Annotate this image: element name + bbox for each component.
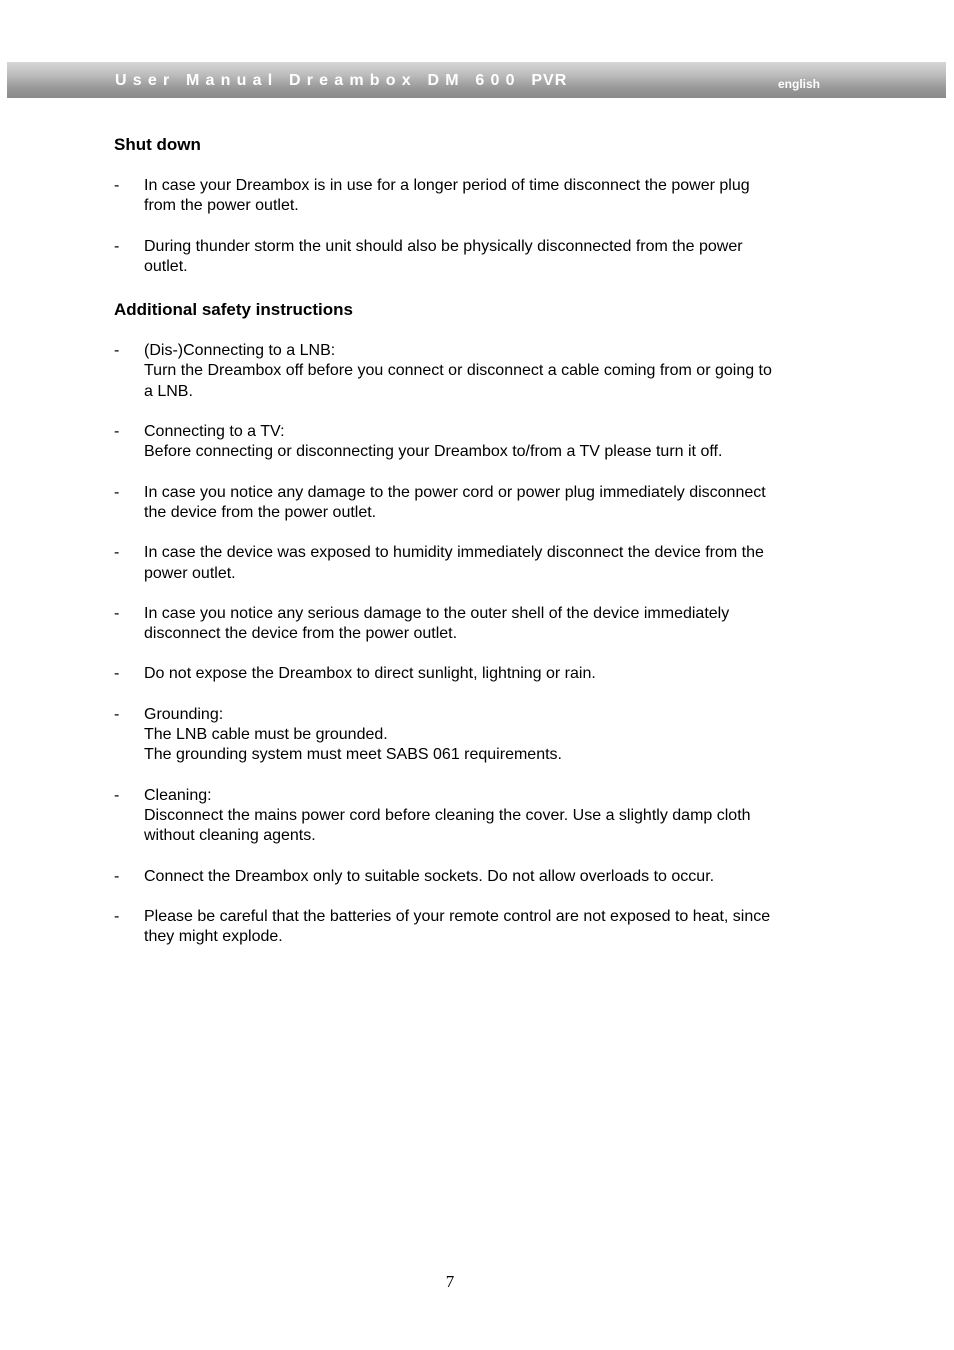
header-bar bbox=[7, 62, 946, 98]
bullet-dash: - bbox=[114, 483, 120, 501]
document-title-main: User Manual Dreambox DM 600 bbox=[115, 72, 521, 89]
page-content bbox=[114, 134, 849, 947]
bullet-dash: - bbox=[114, 544, 120, 562]
list-item bbox=[114, 176, 849, 217]
item-text: In case the device was exposed to humidity immediately disconnect the device from the bbox=[144, 544, 764, 562]
bullet-dash: - bbox=[114, 867, 120, 885]
item-text: disconnect the device from the power outlet. bbox=[144, 625, 458, 643]
list-item bbox=[114, 867, 849, 887]
item-text: During thunder storm the unit should also be physically disconnected from the power bbox=[144, 237, 743, 255]
safety-list bbox=[114, 341, 849, 947]
item-text: Cleaning: bbox=[144, 786, 212, 804]
item-text: from the power outlet. bbox=[144, 197, 299, 215]
list-item bbox=[114, 604, 849, 645]
bullet-dash: - bbox=[114, 237, 120, 255]
item-text: Disconnect the mains power cord before cleaning the cover. Use a slightly damp cloth bbox=[144, 806, 751, 824]
list-item bbox=[114, 907, 849, 948]
item-text: Before connecting or disconnecting your Dreambox to/from a TV please turn it off. bbox=[144, 443, 723, 461]
bullet-dash: - bbox=[114, 665, 120, 683]
list-item bbox=[114, 786, 849, 847]
bullet-dash: - bbox=[114, 423, 120, 441]
list-item bbox=[114, 422, 849, 463]
item-text: Do not expose the Dreambox to direct sunlight, lightning or rain. bbox=[144, 665, 596, 683]
bullet-dash: - bbox=[114, 786, 120, 804]
bullet-dash: - bbox=[114, 604, 120, 622]
list-item bbox=[114, 543, 849, 584]
item-text: without cleaning agents. bbox=[144, 827, 316, 845]
list-item bbox=[114, 705, 849, 766]
bullet-dash: - bbox=[114, 342, 120, 360]
list-item bbox=[114, 237, 849, 278]
section-heading-additional-safety: Additional safety instructions bbox=[114, 300, 353, 320]
page-number: 7 bbox=[445, 1272, 455, 1291]
bullet-dash: - bbox=[114, 177, 120, 194]
item-text: Connecting to a TV: bbox=[144, 423, 285, 441]
item-text: Grounding: bbox=[144, 705, 224, 723]
item-text: Turn the Dreambox off before you connect or disconnect a cable coming from or going to bbox=[144, 362, 772, 380]
language-label: english bbox=[778, 77, 821, 91]
list-item bbox=[114, 664, 849, 684]
item-text: (Dis-)Connecting to a LNB: bbox=[144, 342, 336, 360]
list-item bbox=[114, 341, 849, 402]
item-text: they might explode. bbox=[144, 928, 283, 946]
item-text: a LNB. bbox=[144, 382, 193, 400]
document-title bbox=[115, 72, 567, 90]
item-text: power outlet. bbox=[144, 564, 236, 582]
item-text: the device from the power outlet. bbox=[144, 503, 377, 521]
item-text: In case your Dreambox is in use for a longer period of time disconnect the power plug bbox=[144, 177, 750, 194]
item-text: In case you notice any damage to the power cord or power plug immediately disconnect bbox=[144, 483, 766, 501]
document-title-suffix: PVR bbox=[531, 72, 568, 89]
list-item bbox=[114, 483, 849, 524]
item-text: Connect the Dreambox only to suitable sockets. Do not allow overloads to occur. bbox=[144, 867, 715, 885]
bullet-dash: - bbox=[114, 705, 120, 723]
bullet-dash: - bbox=[114, 907, 120, 925]
section-heading-shut-down: Shut down bbox=[114, 135, 201, 154]
item-text: The grounding system must meet SABS 061 requirements. bbox=[144, 746, 562, 764]
item-text: outlet. bbox=[144, 257, 188, 275]
item-text: The LNB cable must be grounded. bbox=[144, 726, 388, 744]
item-text: In case you notice any serious damage to the outer shell of the device immediately bbox=[144, 604, 730, 622]
item-text: Please be careful that the batteries of your remote control are not exposed to heat, since bbox=[144, 907, 771, 925]
shut-down-list bbox=[114, 176, 849, 277]
